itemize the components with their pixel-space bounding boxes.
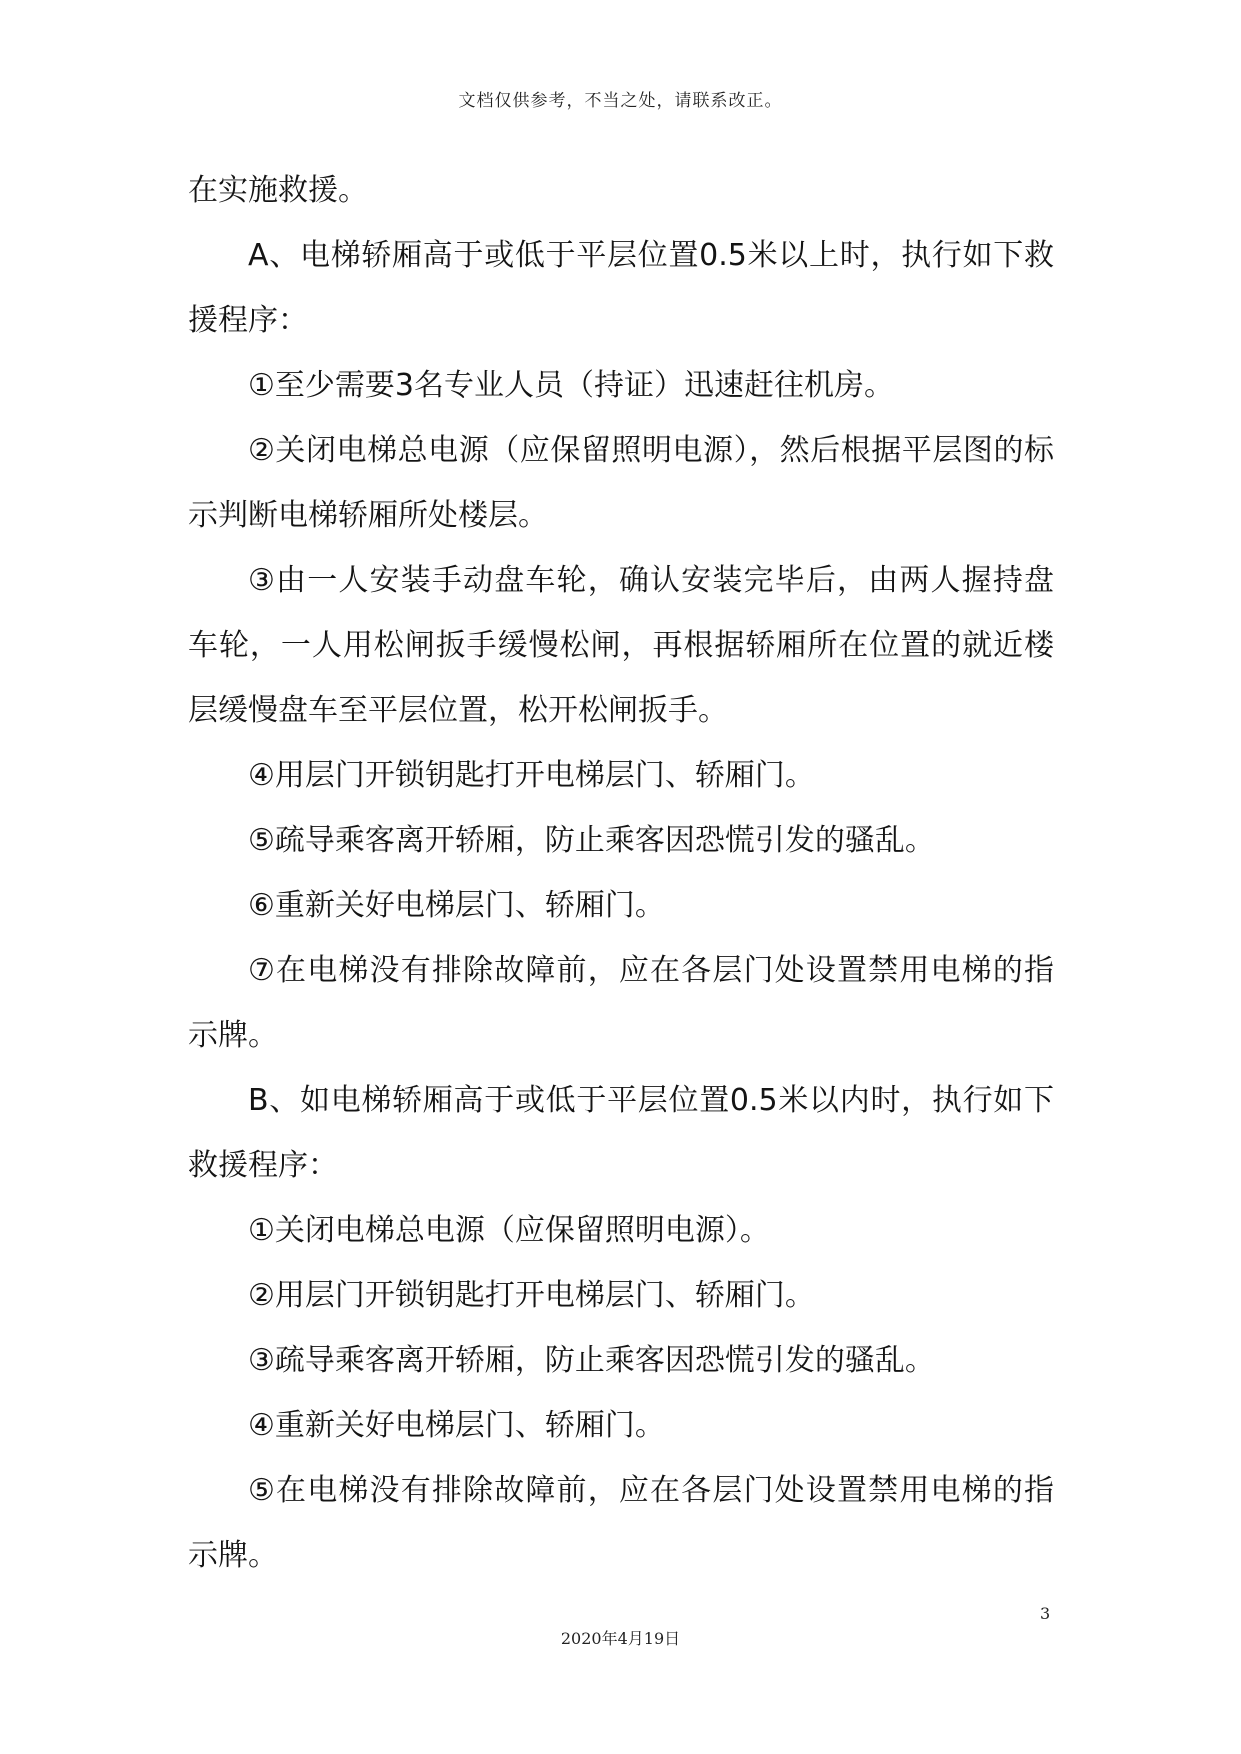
paragraph-b-step-2: ②用层门开锁钥匙打开电梯层门、轿厢门。 <box>248 1278 815 1313</box>
paragraph-section-a: A、电梯轿厢高于或低于平层位置0.5米以上时，执行如下救援程序： <box>188 238 1054 338</box>
document-body <box>188 158 1054 1588</box>
page-header: 文档仅供参考，不当之处，请联系改正。 <box>458 91 783 111</box>
paragraph-a-step-2: ②关闭电梯总电源（应保留照明电源），然后根据平层图的标示判断电梯轿厢所处楼层。 <box>188 433 1054 533</box>
paragraph-b-step-5: ⑤在电梯没有排除故障前，应在各层门处设置禁用电梯的指示牌。 <box>188 1473 1054 1573</box>
paragraph-a-step-6: ⑥重新关好电梯层门、轿厢门。 <box>248 888 665 923</box>
paragraph-a-step-7: ⑦在电梯没有排除故障前，应在各层门处设置禁用电梯的指示牌。 <box>188 953 1054 1053</box>
paragraph-a-step-1: ①至少需要3名专业人员（持证）迅速赶往机房。 <box>248 368 894 403</box>
paragraph-b-step-4: ④重新关好电梯层门、轿厢门。 <box>248 1408 665 1443</box>
paragraph-a-step-4: ④用层门开锁钥匙打开电梯层门、轿厢门。 <box>248 758 815 793</box>
paragraph-section-b: B、如电梯轿厢高于或低于平层位置0.5米以内时，执行如下救援程序： <box>188 1083 1054 1183</box>
page-footer-date: 2020年4月19日 <box>560 1629 681 1648</box>
page-number: 3 <box>1040 1604 1051 1623</box>
paragraph-b-step-1: ①关闭电梯总电源（应保留照明电源）。 <box>248 1213 770 1248</box>
paragraph-a-step-5: ⑤疏导乘客离开轿厢，防止乘客因恐慌引发的骚乱。 <box>248 823 935 858</box>
paragraph-b-step-3: ③疏导乘客离开轿厢，防止乘客因恐慌引发的骚乱。 <box>248 1343 935 1378</box>
paragraph-a-step-3: ③由一人安装手动盘车轮，确认安装完毕后，由两人握持盘车轮，一人用松闸扳手缓慢松闸，再根据轿厢所在位置的就近楼层缓慢盘车至平层位置，松开松闸扳手。 <box>188 563 1054 728</box>
paragraph-continuation: 在实施救援。 <box>188 173 368 208</box>
